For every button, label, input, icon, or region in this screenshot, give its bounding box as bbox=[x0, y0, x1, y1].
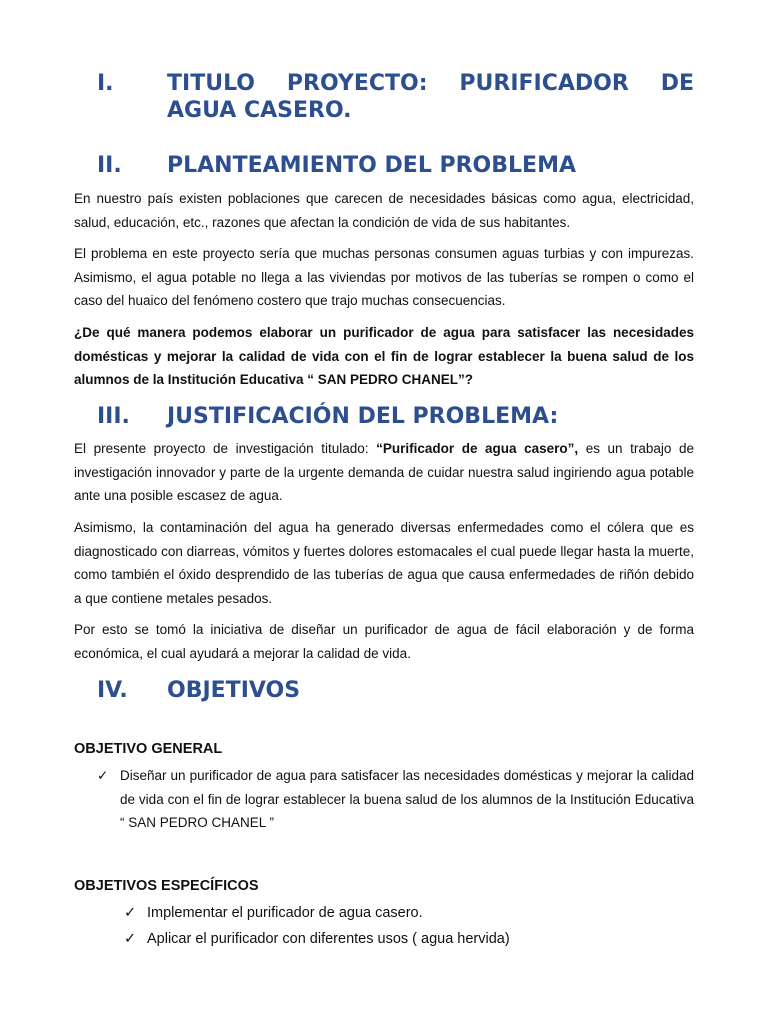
paragraph: Por esto se tomó la iniciativa de diseñar un purificador de agua de fácil elaboración y de forma económica, el cual ayudará a mejorar la calidad de vida. bbox=[74, 622, 694, 661]
paragraph: Asimismo, la contaminación del agua ha generado diversas enfermedades como el cólera que es diagnosticado con diarreas, vómitos y fuertes dolores estomacales el cual puede llegar hasta la muerte, como también el óxido desprendido de las tuberías de agua que causa enfermedades de riñón debido a que contiene metales pesados. bbox=[74, 520, 694, 606]
paragraph bbox=[74, 437, 694, 508]
specific-objective-item bbox=[124, 901, 694, 926]
checkmark-icon: ✓ bbox=[124, 931, 137, 947]
section-title: TITULO PROYECTO: PURIFICADOR DE AGUA CASERO. bbox=[167, 71, 694, 123]
objective-specific-label: OBJETIVOS ESPECÍFICOS bbox=[74, 878, 259, 894]
objective-general-label: OBJETIVO GENERAL bbox=[74, 741, 223, 757]
section-number: I. bbox=[97, 71, 114, 96]
section-number: IV. bbox=[97, 678, 128, 703]
general-objective-text: Diseñar un purificador de agua para satisfacer las necesidades domésticas y mejorar la calidad de vida con el fin de lograr establecer la buena salud de los alumnos de la Institución Educativa “ SAN PEDRO CHANEL ” bbox=[120, 768, 694, 830]
text-run: El presente proyecto de investigación titulado: bbox=[74, 441, 377, 456]
checkmark-icon: ✓ bbox=[124, 905, 137, 921]
research-question: ¿De qué manera podemos elaborar un purificador de agua para satisfacer las necesidades domésticas y mejorar la calidad de vida con el fin de lograr establecer la buena salud de los alumnos de la Institución Educativa “ SAN PEDRO CHANEL”? bbox=[74, 325, 694, 387]
checkmark-icon: ✓ bbox=[97, 768, 109, 783]
section-title: JUSTIFICACIÓN DEL PROBLEMA: bbox=[167, 404, 559, 429]
section-heading-3 bbox=[97, 403, 694, 430]
section-heading-2 bbox=[97, 152, 694, 179]
section-number: III. bbox=[97, 404, 130, 429]
section-title: OBJETIVOS bbox=[167, 678, 301, 703]
section-heading-1 bbox=[97, 70, 694, 124]
text-run: es un trabajo de investigación innovador y parte de la urgente demanda de cuidar nuestra salud ingiriendo agua potable ante una posible escasez de agua. bbox=[74, 441, 695, 503]
section-number: II. bbox=[97, 153, 122, 178]
specific-objective-text: Aplicar el purificador con diferentes usos ( agua hervida) bbox=[147, 931, 510, 947]
paragraph: En nuestro país existen poblaciones que carecen de necesidades básicas como agua, electricidad, salud, educación, etc., razones que afectan la condición de vida de sus habitantes. bbox=[74, 191, 694, 230]
section-heading-4 bbox=[97, 677, 694, 704]
specific-objective-text: Implementar el purificador de agua casero. bbox=[147, 905, 423, 921]
project-title-bold: “Purificador de agua casero”, bbox=[376, 441, 579, 456]
specific-objective-item bbox=[124, 927, 694, 952]
paragraph: El problema en este proyecto sería que muchas personas consumen aguas turbias y con impurezas. Asimismo, el agua potable no llega a las viviendas por motivos de las tuberías se rompen o como el caso del huaico del fenómeno costero que trajo muchas consecuencias. bbox=[74, 246, 694, 308]
general-objective-item bbox=[97, 764, 694, 835]
section-title: PLANTEAMIENTO DEL PROBLEMA bbox=[167, 153, 576, 178]
